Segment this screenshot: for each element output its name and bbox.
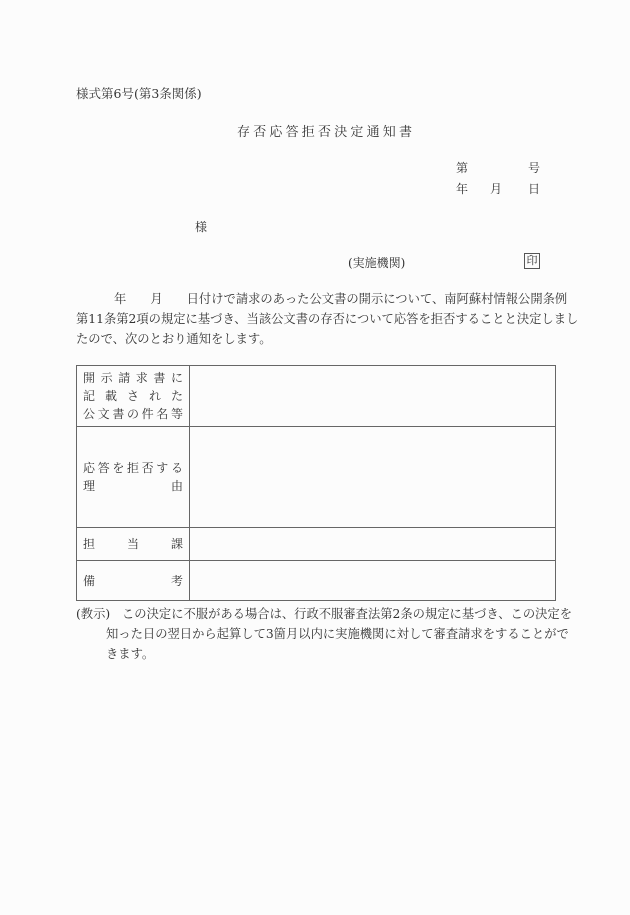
date-year-label: 年	[456, 182, 469, 196]
body-line-3: たので、次のとおり通知をします。	[76, 332, 272, 346]
table-row	[77, 528, 556, 561]
notice-lead: (教示)	[76, 607, 111, 621]
label-document-subject	[77, 366, 190, 427]
label-refusal-reason	[77, 427, 190, 528]
seal-stamp-box: 印	[524, 253, 540, 269]
body-month: 月	[150, 292, 163, 306]
body-year: 年	[114, 292, 127, 306]
value-responsible-section[interactable]	[190, 528, 556, 561]
label-line: 開 示 請 求 書 に	[83, 371, 183, 385]
table-row	[77, 366, 556, 427]
notice-line-1: (教示) この決定に不服がある場合は、行政不服審査法第2条の規定に基づき、この決定を	[76, 604, 560, 624]
label-line: 記 載 さ れ た	[83, 389, 183, 403]
label-remarks	[77, 561, 190, 601]
label-line: 応 答 を 拒 否 す る	[83, 461, 183, 475]
form-number: 様式第6号(第3条関係)	[76, 86, 202, 101]
label-line: 公 文 書 の 件 名 等	[83, 407, 183, 421]
date-month-label: 月	[490, 182, 503, 196]
label-line: 理 由	[83, 479, 183, 493]
notice-line-3: きます。	[106, 647, 155, 661]
notice-line-2: 知った日の翌日から起算して3箇月以内に実施機関に対して審査請求をすることがで	[106, 627, 569, 641]
label-line: 担 当 課	[83, 537, 183, 551]
body-line-1	[76, 289, 568, 309]
decision-details-table	[76, 365, 556, 601]
value-refusal-reason[interactable]	[190, 427, 556, 528]
value-remarks[interactable]	[190, 561, 556, 601]
label-responsible-section	[77, 528, 190, 561]
issuing-agency-label: (実施機関)	[348, 256, 406, 270]
body-line-1-text: 日付けで請求のあった公文書の開示について、南阿蘇村情報公開条例	[186, 292, 568, 306]
body-line-2: 第11条第2項の規定に基づき、当該公文書の存否について応答を拒否することと決定しまし	[76, 312, 579, 326]
reference-number-suffix: 号	[528, 161, 541, 175]
label-line: 備 考	[83, 573, 183, 588]
reference-number-prefix: 第	[456, 161, 469, 175]
appeal-instruction-notice	[76, 604, 573, 664]
table-row	[77, 427, 556, 528]
addressee-honorific: 様	[195, 220, 208, 234]
table-row	[77, 561, 556, 601]
value-document-subject[interactable]	[190, 366, 556, 427]
notification-body	[76, 289, 579, 349]
document-title: 存否応答拒否決定通知書	[237, 125, 416, 140]
date-day-label: 日	[528, 182, 541, 196]
